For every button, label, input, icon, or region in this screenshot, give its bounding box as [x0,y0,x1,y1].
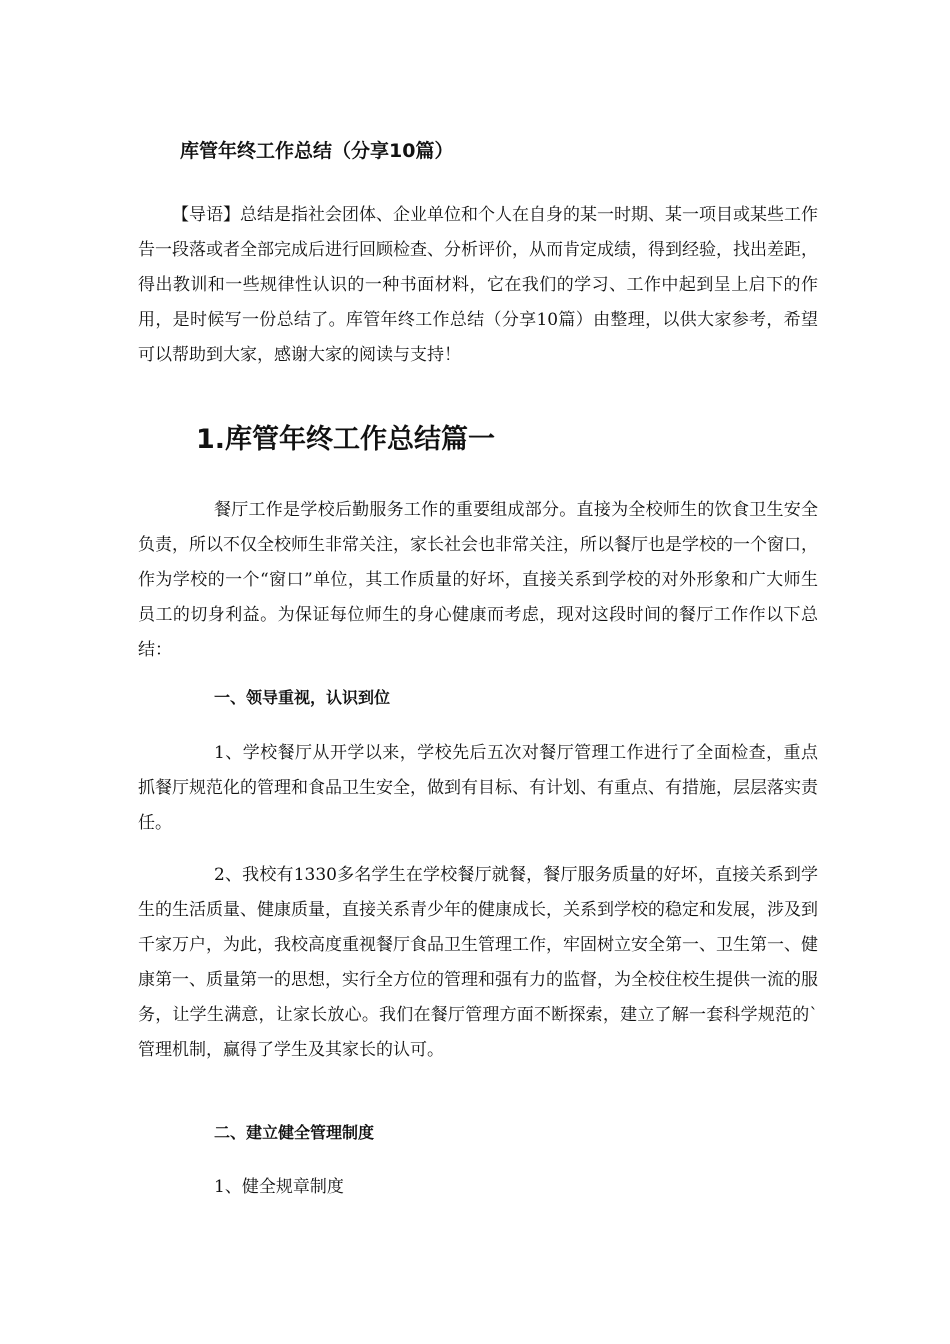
subsection-item-rules-1: 1、健全规章制度 [214,1177,344,1197]
intro-paragraph: 【导语】总结是指社会团体、企业单位和个人在自身的某一时期、某一项目或某些工作告一段落或者全部完成后进行回顾检查、分析评价，从而肯定成绩，得到经验，找出差距，得出教训和一些规律性认识的一种书面材料，它在我们的学习、工作中起到呈上启下的作用，是时候写一份总结了。库管年终工作总结（分享10篇）由整理，以供大家参考，希望可以帮助到大家，感谢大家的阅读与支持！ [138,205,818,365]
subsection-item-1: 1、学校餐厅从开学以来，学校先后五次对餐厅管理工作进行了全面检查，重点抓餐厅规范化的管理和食品卫生安全，做到有目标、有计划、有重点、有措施，层层落实责任。 [138,743,818,833]
subsection-item-2: 2、我校有1330多名学生在学校餐厅就餐，餐厅服务质量的好坏，直接关系到学生的生活质量、健康质量，直接关系青少年的健康成长，关系到学校的稳定和发展，涉及到千家万户，为此，我校高度重视餐厅食品卫生管理工作，牢固树立安全第一、卫生第一、健康第一、质量第一的思想，实行全方位的管理和强有力的监督，为全校住校生提供一流的服务，让学生满意，让家长放心。我们在餐厅管理方面不断探索，建立了解一套科学规范的`管理机制，赢得了学生及其家长的认可。 [138,865,818,1060]
section1-paragraph: 餐厅工作是学校后勤服务工作的重要组成部分。直接为全校师生的饮食卫生安全负责，所以不仅全校师生非常关注，家长社会也非常关注，所以餐厅也是学校的一个窗口，作为学校的一个“窗口”单位，其工作质量的好坏，直接关系到学校的对外形象和广大师生员工的切身利益。为保证每位师生的身心健康而考虑，现对这段时间的餐厅工作作以下总结： [138,500,818,660]
document-title: 库管年终工作总结（分享10篇） [180,140,454,162]
subsection-heading-rules: 二、建立健全管理制度 [214,1123,375,1142]
subsection-heading-leadership: 一、领导重视，认识到位 [214,688,391,707]
section-heading-1: 1.库管年终工作总结篇一 [196,424,496,455]
